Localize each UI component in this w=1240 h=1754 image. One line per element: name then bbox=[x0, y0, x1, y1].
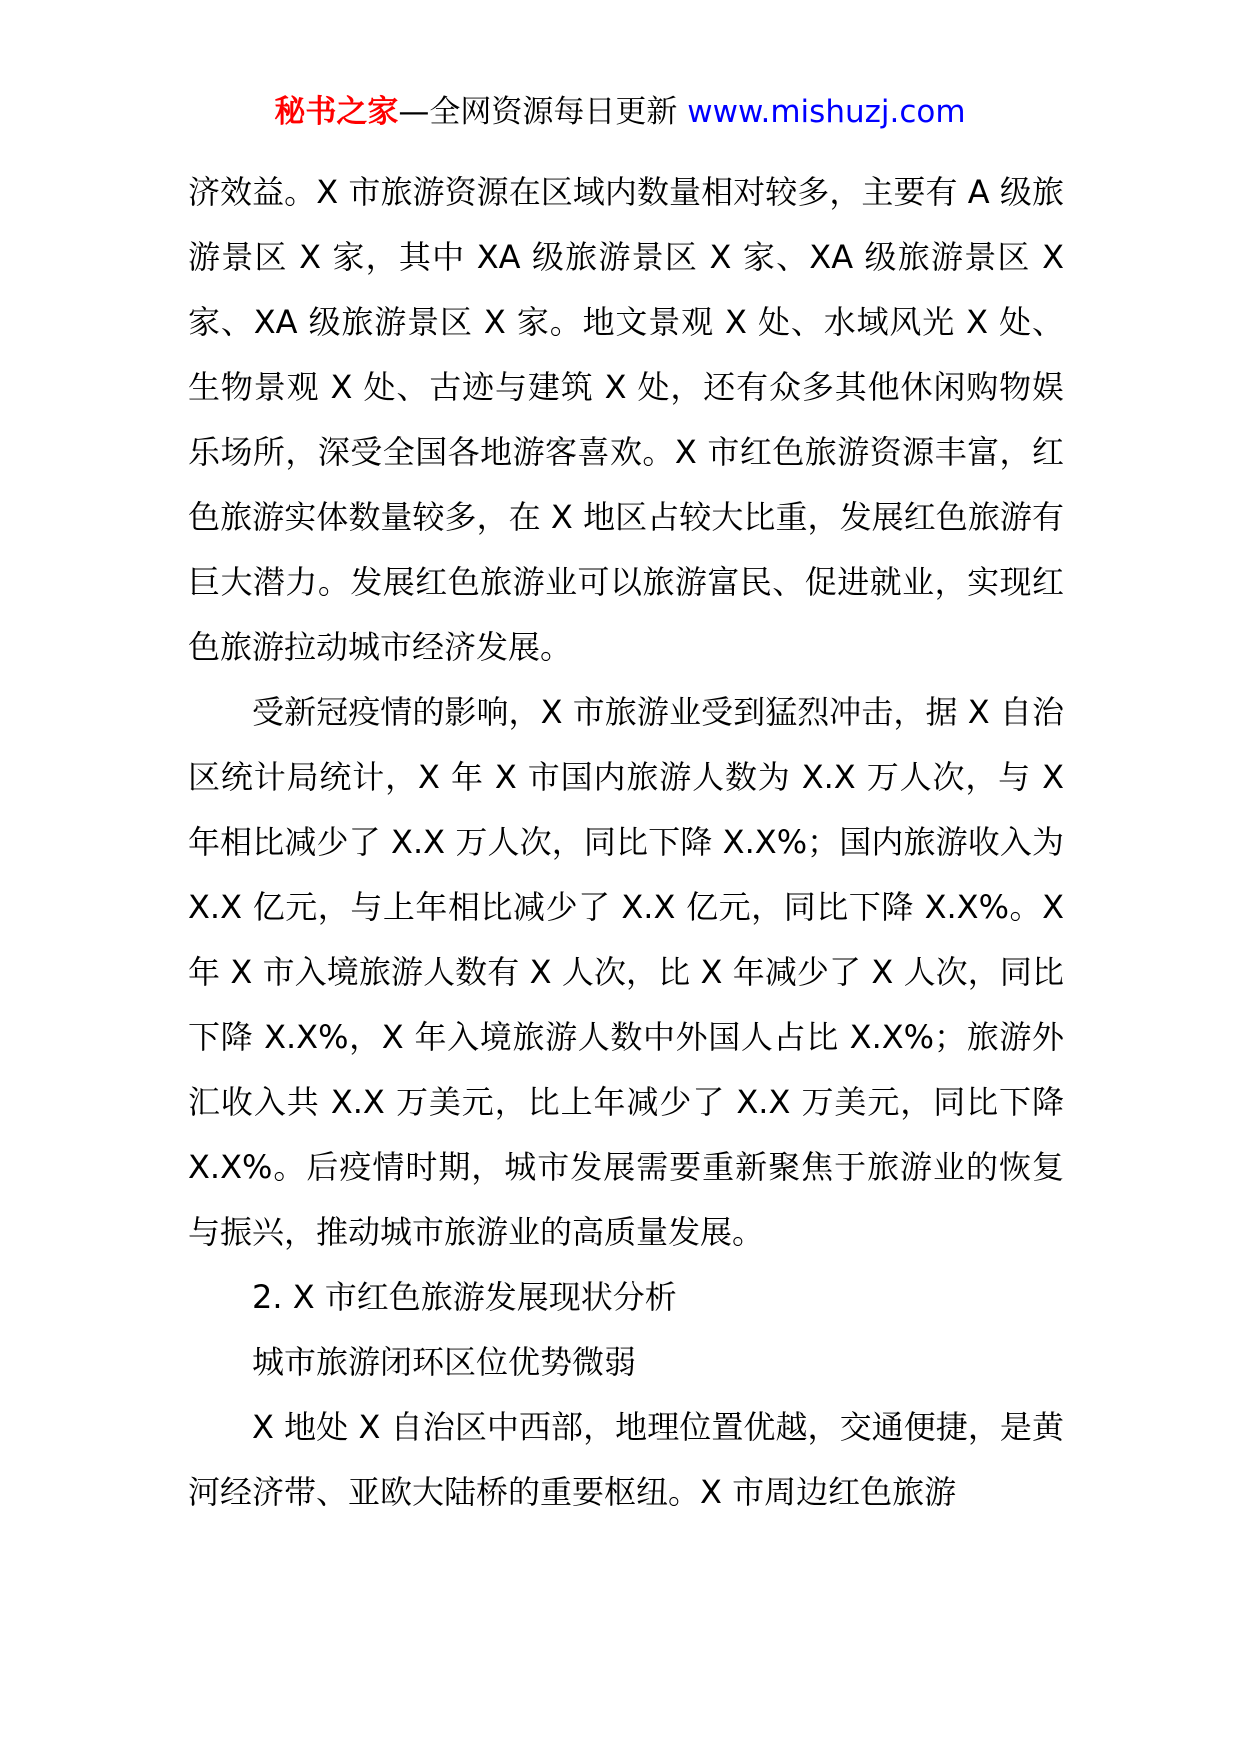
section-heading: 2. X 市红色旅游发展现状分析 bbox=[252, 1278, 677, 1316]
site-header bbox=[0, 92, 1240, 132]
site-tagline: —全网资源每日更新 bbox=[398, 94, 688, 130]
site-url-link[interactable]: www.mishuzj.com bbox=[687, 94, 966, 130]
subsection-heading: 城市旅游闭环区位优势微弱 bbox=[252, 1343, 637, 1381]
paragraph-location: X 地处 X 自治区中西部，地理位置优越，交通便捷，是黄河经济带、亚欧大陆桥的重要枢纽。X 市周边红色旅游 bbox=[188, 1408, 1064, 1511]
document-body bbox=[188, 160, 1064, 1525]
paragraph-continuation: 济效益。X 市旅游资源在区域内数量相对较多，主要有 A 级旅游景区 X 家，其中 XA 级旅游景区 X 家、XA 级旅游景区 X 家、XA 级旅游景区 X 家。地文景观 X 处、水域风光 X 处、生物景观 X 处、古迹与建筑 X 处，还有众多其他休闲购物娱乐场所，深受全国各地游客喜欢。X 市红色旅游资源丰富，红色旅游实体数量较多，在 X 地区占较大比重，发展红色旅游有巨大潜力。发展红色旅游业可以旅游富民、促进就业，实现红色旅游拉动城市经济发展。 bbox=[188, 173, 1064, 666]
site-brand: 秘书之家 bbox=[274, 94, 399, 130]
paragraph-covid-impact: 受新冠疫情的影响，X 市旅游业受到猛烈冲击，据 X 自治区统计局统计，X 年 X 市国内旅游人数为 X.X 万人次，与 X 年相比减少了 X.X 万人次，同比下降 X.X%；国内旅游收入为 X.X 亿元，与上年相比减少了 X.X 亿元，同比下降 X.X%。X 年 X 市入境旅游人数有 X 人次，比 X 年减少了 X 人次，同比下降 X.X%，X 年入境旅游人数中外国人占比 X.X%；旅游外汇收入共 X.X 万美元，比上年减少了 X.X 万美元，同比下降 X.X%。后疫情时期，城市发展需要重新聚焦于旅游业的恢复与振兴，推动城市旅游业的高质量发展。 bbox=[188, 693, 1064, 1251]
